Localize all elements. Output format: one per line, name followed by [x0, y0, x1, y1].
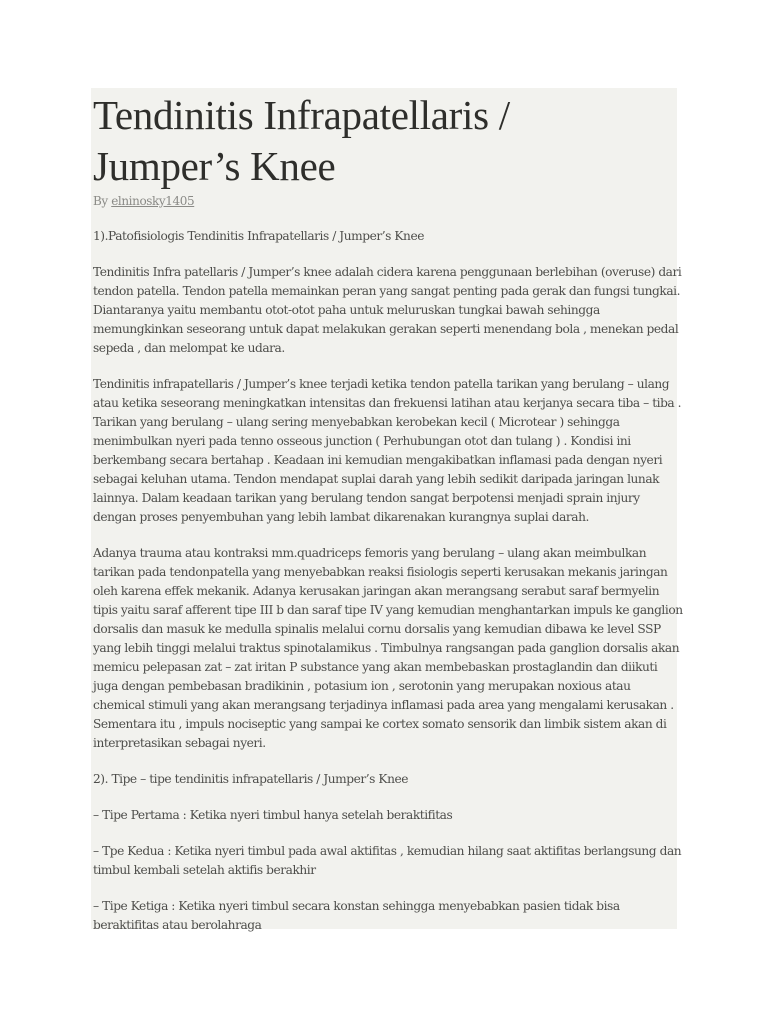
list-item-type-3: – Tipe Ketiga : Ketika nyeri timbul secara konstan sehingga menyebabkan pasien tidak bisa beraktifitas atau berolahraga [93, 899, 620, 932]
paragraph: Tendinitis infrapatellaris / Jumper’s knee terjadi ketika tendon patella tarikan yang berulang – ulang atau ketika seseorang meningkatkan intensitas dan frekuensi latihan atau kerjanya secara tiba – tiba . Tarikan yang berulang – ulang sering menyebabkan kerobekan kecil ( Microtear ) sehingga menimbulkan nyeri pada tenno osseous junction ( Perhubungan otot dan tulang ) . Kondisi ini berkembang secara bertahap . Keadaan ini kemudian mengakibatkan inflamasi pada dengan nyeri sebagai keluhan utama. Tendon mendapat suplai darah yang lebih sedikit daripada jaringan lunak lainnya. Dalam keadaan tarikan yang berulang tendon sangat berpotensi menjadi sprain injury dengan proses penyembuhan yang lebih lambat dikarenakan kurangnya suplai darah. [93, 377, 682, 524]
section-heading-types: 2). Tipe – tipe tendinitis infrapatellaris / Jumper’s Knee [93, 772, 408, 786]
paragraph: Adanya trauma atau kontraksi mm.quadriceps femoris yang berulang – ulang akan meimbulkan tarikan pada tendonpatella yang menyebabkan reaksi fisiologis seperti kerusakan mekanis jaringan oleh karena effek mekanik. Adanya kerusakan jaringan akan merangsang serabut saraf bermyelin tipis yaitu saraf afferent tipe III b dan saraf tipe IV yang kemudian menghantarkan impuls ke ganglion dorsalis dan masuk ke medulla spinalis melalui cornu dorsalis yang kemudian dibawa ke level SSP yang lebih tinggi melalui traktus spinotalamikus . Timbulnya rangsangan pada ganglion dorsalis akan memicu pelepasan zat – zat iritan P substance yang akan membebaskan prostaglandin dan diikuti juga dengan pembebasan bradikinin , potasium ion , serotonin yang merupakan noxious atau chemical stimuli yang akan merangsang terjadinya inflamasi pada area yang mengalami kerusakan . Sementara itu , impuls nociseptic yang sampai ke cortex somato sensorik dan limbik sistem akan di interpretasikan sebagai nyeri. [93, 546, 683, 750]
byline [93, 192, 677, 210]
article-body [93, 227, 683, 935]
list-item-type-1: – Tipe Pertama : Ketika nyeri timbul hanya setelah beraktifitas [93, 808, 453, 822]
author-link[interactable]: elninosky1405 [111, 194, 195, 208]
article-panel [91, 88, 683, 932]
title-line-2: Jumper’s Knee [93, 143, 336, 189]
list-item-type-2: – Tpe Kedua : Ketika nyeri timbul pada awal aktifitas , kemudian hilang saat aktifitas berlangsung dan timbul kembali setelah aktifis berakhir [93, 844, 682, 877]
article-title [93, 88, 677, 192]
byline-prefix: By [93, 194, 112, 208]
section-heading-pathophysiology: 1).Patofisiologis Tendinitis Infrapatellaris / Jumper’s Knee [93, 229, 424, 243]
title-line-1: Tendinitis Infrapatellaris / [93, 92, 510, 138]
paragraph: Tendinitis Infra patellaris / Jumper’s knee adalah cidera karena penggunaan berlebihan (overuse) dari tendon patella. Tendon patella memainkan peran yang sangat penting pada gerak dan fungsi tungkai. Diantaranya yaitu membantu otot-otot paha untuk meluruskan tungkai bawah sehingga memungkinkan seseorang untuk dapat melakukan gerakan seperti menendang bola , menekan pedal sepeda , dan melompat ke udara. [93, 265, 682, 355]
